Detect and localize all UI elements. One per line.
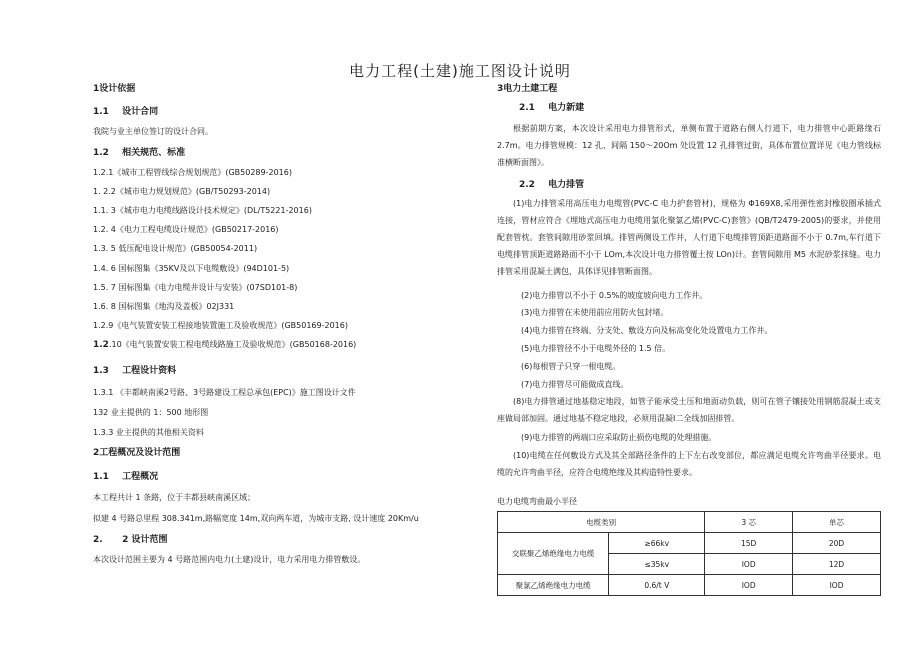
single-core-radius: IOD (793, 575, 881, 596)
section-title: 2 设计范围 (122, 535, 168, 545)
standard-item: 1. 2.2《城市电力规划规范》(GB/T50293-2014) (93, 187, 271, 196)
section-number: 1.3 (93, 366, 109, 376)
section-title: 电力排管 (548, 180, 585, 190)
section-title: 工程概况 (122, 472, 159, 482)
section-number: 2.1 (519, 103, 535, 113)
section-number: 2.2 (519, 180, 535, 190)
duct-bank-paragraph-1: (1)电力排管采用高压电力电缆管(PVC-C 电力护套管材)，规格为 Φ169X8,采用弹性密封橡胶圈承插式连接，管材应符合《埋地式高压电力电缆用氯化聚氯乙烯(PVC-C)套管》(QB/T2479-2005)的要求，并使用配套管枕。套管间隙用砂浆回填。排管两侧设工作井，人行道下电缆排管顶距道路面不小于 0.7m,车行道下电缆排管顶距道路路面不小于 LOm,本次设计电力排管覆土按 LOn)计。套管间隙用 M5 水泥砂浆抹缝。电力排管采用混凝土满包，具体详见排管断面图。 (497, 199, 881, 276)
table-header-row (498, 512, 881, 533)
standard-item: 1.4. 6 国标图集《35KV及以下电缆敷设》(94D101-5) (93, 264, 290, 273)
page-title: 电力工程(土建)施工图设计说明 (349, 62, 571, 80)
section-title: 工程设计资料 (122, 366, 177, 376)
standard-item: 1.2. 4《电力工程电缆设计规范》(GB50217-2016) (93, 225, 279, 234)
new-construction-text: 根据前期方案，本次设计采用电力排管形式，单侧布置于道路右侧人行道下，电力排管中心距路缘石 2.7m。电力排管规模：12 孔，间隔 150～20Om 处设置 12 孔排管过街，具体布置位置详见《电力管线标准横断面图》。 (497, 124, 881, 167)
header-single-core: 单芯 (793, 512, 881, 533)
contract-text: 我院与业主单位签订的设计合同。 (93, 127, 213, 136)
duct-bank-item: (2)电力排管以不小于 0.5%的坡度坡向电力工作井。 (521, 291, 708, 300)
section-1-3-heading (93, 366, 176, 376)
single-core-radius: 12D (793, 554, 881, 575)
standard-item: 1.2.1《城市工程管线综合规划规范》(GB50289-2016) (93, 168, 292, 177)
three-core-radius: IOD (705, 575, 793, 596)
scope-text: 本次设计范围主要为 4 号路范围内电力(土建)设计，电力采用电力排管敷设。 (93, 555, 366, 564)
header-cable-type: 电缆类别 (498, 512, 705, 533)
duct-bank-paragraph-10: (10)电缆在任何敷设方式及其全部路径条件的上下左右改变部位，都应满足电缆允许弯曲半径要求。电缆的允许弯曲半径，应符合电缆绝缘及其构造特性要求。 (497, 451, 881, 477)
standard-item: 1.6. 8 国标图集《地沟及盖板》02J331 (93, 302, 235, 311)
table-row (498, 575, 881, 596)
voltage-condition: ≤35kv (609, 554, 705, 575)
duct-bank-item: (3)电力排管在未使用前应用防火包封堵。 (521, 308, 669, 317)
cable-bend-radius-table (497, 511, 881, 596)
design-data-item: 1.3.3 业主提供的其他相关资料 (93, 428, 204, 437)
section-title: 设计合同 (122, 107, 159, 117)
design-data-item: 132 业主提供的 1：500 地形图 (93, 408, 209, 417)
section-2-heading: 2工程概况及设计范围 (93, 448, 181, 458)
duct-bank-item: (6)每根管子只穿一根电缆。 (521, 362, 621, 371)
three-core-radius: IOD (705, 554, 793, 575)
table-row (498, 533, 881, 554)
standard-number: 1.2 (93, 340, 109, 350)
section-1-heading: 1设计依据 (93, 84, 136, 94)
section-title: 相关规范、标准 (122, 148, 186, 158)
section-number: 1.2 (93, 148, 109, 158)
standard-text: .10《电气装置安装工程电缆线路施工及验收规范》(GB50168-2016) (108, 340, 357, 349)
header-three-core: 3 芯 (705, 512, 793, 533)
section-3-heading: 3电力土建工程 (497, 84, 558, 94)
duct-bank-paragraph-8: (8)电力排管通过地基稳定地段，如管子能承受土压和地面动负载，则可在管子镶接处用钢筋混凝土或支座做局部加固。通过地基不稳定地段，必须用混凝I二全线加固排管。 (497, 397, 881, 423)
overview-text: 本工程共计 1 条路，位于丰都县峡南溪区域； (93, 493, 256, 502)
duct-bank-item: (7)电力排管尽可能做成直线。 (521, 380, 629, 389)
duct-bank-item: (4)电力排管在终端、分支处、敷设方向及标高变化处设置电力工作井。 (521, 326, 773, 335)
standard-item (93, 340, 356, 350)
duct-bank-item: (9)电力排管的两端口应采取防止损伤电缆的处理措施。 (521, 433, 717, 442)
voltage-condition: 0.6/t V (609, 575, 705, 596)
standard-item: 1.2.9《电气装置安装工程接地装置施工及验收规范》(GB50169-2016) (93, 321, 348, 330)
standard-item: 1.1. 3《城市电力电缆线路设计技术规定》(DL/T5221-2016) (93, 206, 312, 215)
design-data-item: 1.3.1 《丰都峡南溪2号路、3号路建设工程总承包(EPC)》施工图设计文件 (93, 388, 356, 397)
section-2-1-heading (93, 472, 158, 482)
section-3-1-heading (519, 103, 584, 113)
duct-bank-item: (5)电力排管径不小于电缆外径的 1.5 倍。 (521, 344, 671, 353)
section-number: 2. (93, 535, 103, 545)
single-core-radius: 20D (793, 533, 881, 554)
section-3-2-heading (519, 180, 584, 190)
three-core-radius: 15D (705, 533, 793, 554)
section-1-1-heading (93, 107, 158, 117)
standard-item: 1.3. 5 低压配电设计规范》(GB50054-2011) (93, 244, 258, 253)
cable-type-xlpe: 交联聚乙烯绝缘电力电缆 (498, 533, 609, 575)
section-2-2-heading (93, 535, 168, 545)
overview-text: 拟建 4 号路总里程 308.341m,路幅宽度 14m,双向两车道，为城市支路, 设计速度 20Km/u (93, 514, 419, 523)
table-caption: 电力电缆弯曲最小半径 (497, 497, 577, 506)
voltage-condition: ≥66kv (609, 533, 705, 554)
section-number: 1.1 (93, 107, 109, 117)
section-number: 1.1 (93, 472, 109, 482)
cable-type-pvc: 聚氯乙烯绝缘电力电缆 (498, 575, 609, 596)
section-title: 电力新建 (548, 103, 585, 113)
standard-item: 1.5. 7 国标图集《电力电缆井设计与安装》(07SD101-8) (93, 283, 298, 292)
section-1-2-heading (93, 148, 185, 158)
